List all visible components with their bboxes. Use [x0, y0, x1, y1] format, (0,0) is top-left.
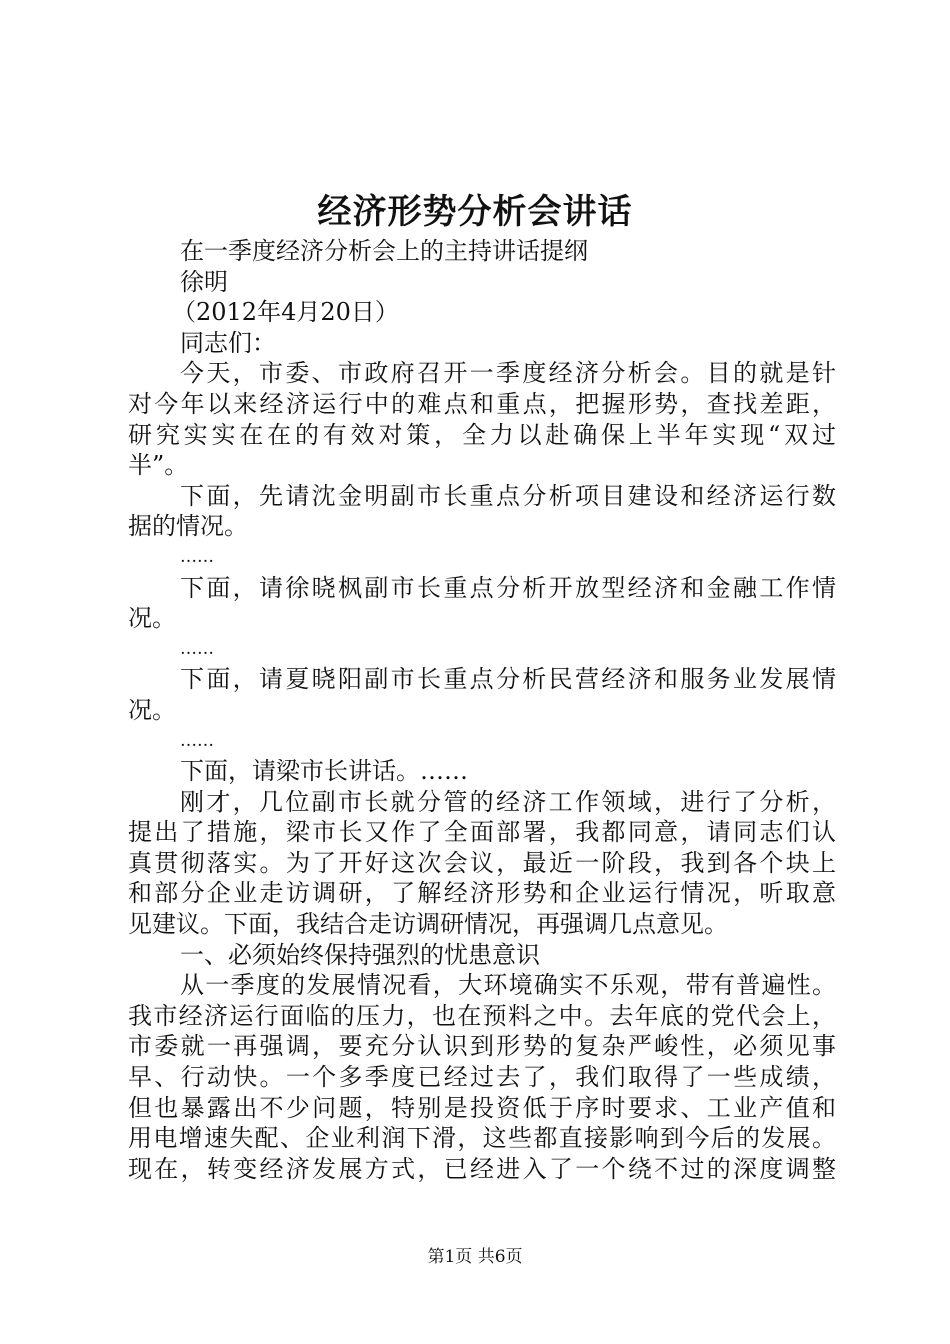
paragraph-line: 况。 — [128, 604, 176, 633]
page-footer: 第1页 共6页 — [427, 1247, 523, 1267]
author-line: 徐明 — [180, 267, 228, 296]
paragraph-line: 真贯彻落实。为了开好这次会议，最近一阶段，我到各个块上 — [128, 848, 836, 877]
paragraph-line: 况。 — [128, 695, 176, 724]
paragraph-line: 市委就一再强调，要充分认识到形势的复杂严峻性，必须见事 — [128, 1032, 836, 1061]
date-line: （2012年4月20日） — [172, 298, 399, 327]
paragraph-line: 用电增速失配、企业利润下滑，这些都直接影响到今后的发展。 — [128, 1124, 836, 1153]
paragraph-line: 现在，转变经济发展方式，已经进入了一个绕不过的深度调整 — [128, 1154, 836, 1183]
document-body — [128, 236, 836, 1184]
paragraph-line: 我市经济运行面临的压力，也在预料之中。去年底的党代会上， — [128, 1001, 836, 1030]
paragraph-line: 刚才，几位副市长就分管的经济工作领域，进行了分析， — [180, 787, 836, 816]
paragraph-line: 研究实实在在的有效对策，全力以赴确保上半年实现“双过 — [128, 420, 836, 449]
document-title: 经济形势分析会讲话 — [317, 192, 633, 232]
paragraph-line: 半”。 — [128, 451, 189, 480]
paragraph-line: 但也暴露出不少问题，特别是投资低于序时要求、工业产值和 — [128, 1093, 836, 1122]
paragraph-line: 早、行动快。一个多季度已经过去了，我们取得了一些成绩， — [128, 1063, 836, 1092]
subtitle-line: 在一季度经济分析会上的主持讲话提纲 — [180, 237, 588, 265]
paragraph-line: 下面，请梁市长讲话。…… — [180, 757, 468, 786]
ellipsis-line: …… — [180, 638, 214, 659]
paragraph-line: 从一季度的发展情况看，大环境确实不乐观，带有普遍性。 — [180, 971, 836, 1000]
section-heading: 一、必须始终保持强烈的忧患意识 — [180, 940, 540, 969]
paragraph-line: 下面，先请沈金明副市长重点分析项目建设和经济运行数 — [180, 481, 836, 510]
ellipsis-line: …… — [180, 730, 214, 751]
paragraph-line: 下面，请徐晓枫副市长重点分析开放型经济和金融工作情 — [180, 573, 836, 602]
paragraph-line: 今天，市委、市政府召开一季度经济分析会。目的就是针 — [180, 359, 836, 388]
paragraph-line: 下面，请夏晓阳副市长重点分析民营经济和服务业发展情 — [180, 665, 836, 694]
paragraph-line: 见建议。下面，我结合走访调研情况，再强调几点意见。 — [128, 910, 728, 939]
ellipsis-line: …… — [180, 546, 214, 567]
salutation-line: 同志们： — [180, 328, 276, 357]
paragraph-line: 对今年以来经济运行中的难点和重点，把握形势，查找差距， — [128, 389, 836, 418]
paragraph-line: 据的情况。 — [128, 512, 248, 541]
paragraph-line: 和部分企业走访调研，了解经济形势和企业运行情况，听取意 — [128, 879, 836, 908]
paragraph-line: 提出了措施，梁市长又作了全面部署，我都同意，请同志们认 — [128, 818, 836, 847]
